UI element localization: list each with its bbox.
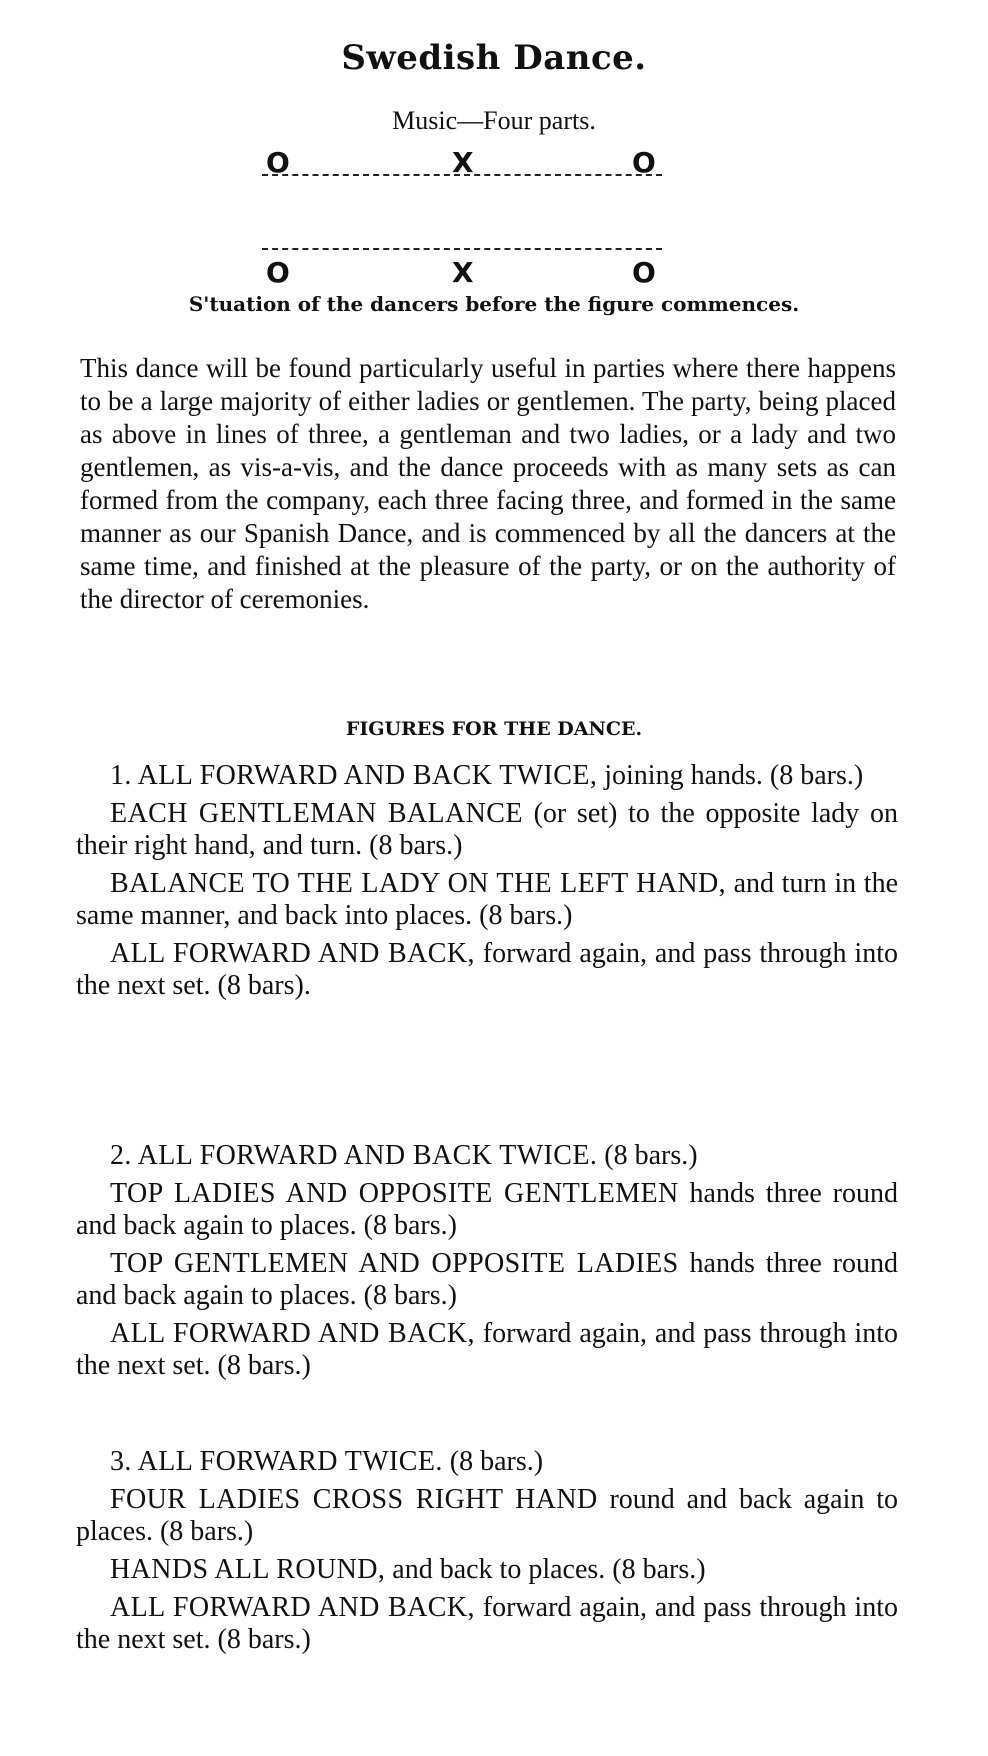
page-title: Swedish Dance. [341, 38, 647, 78]
dancer-mark: O [632, 256, 656, 289]
music-subtitle: Music—Four parts. [392, 106, 596, 135]
dancer-diagram-bottom-row [262, 248, 662, 290]
figures-heading: FIGURES FOR THE DANCE. [345, 718, 643, 740]
diagram-caption: S'tuation of the dancers before the figure commences. [188, 292, 800, 316]
figure-section-1 [76, 760, 898, 1008]
dancer-mark: O [266, 146, 290, 179]
figure-line: 3. ALL FORWARD TWICE. (8 bars.) [110, 1446, 544, 1477]
dancer-mark: X [452, 256, 474, 289]
dashed-line [262, 248, 662, 250]
figure-line: FOUR LADIES CROSS RIGHT HAND round and back again to places. (8 bars.) [76, 1484, 898, 1547]
dancer-mark: O [266, 256, 290, 289]
figure-line: EACH GENTLEMAN BALANCE (or set) to the opposite lady on their right hand, and turn. (8 bars.) [76, 798, 898, 861]
figure-line: HANDS ALL ROUND, and back to places. (8 bars.) [110, 1554, 706, 1585]
figure-section-2 [76, 1140, 898, 1388]
figure-section-3 [76, 1446, 898, 1662]
figure-line: TOP LADIES AND OPPOSITE GENTLEMEN hands three round and back again to places. (8 bars.) [76, 1178, 898, 1241]
dancer-mark: O [632, 146, 656, 179]
figure-line: ALL FORWARD AND BACK, forward again, and pass through into the next set. (8 bars.) [76, 1592, 898, 1655]
figure-line: 1. ALL FORWARD AND BACK TWICE, joining hands. (8 bars.) [110, 760, 864, 791]
figure-line: TOP GENTLEMEN AND OPPOSITE LADIES hands three round and back again to places. (8 bars.) [76, 1248, 898, 1311]
figure-line: 2. ALL FORWARD AND BACK TWICE. (8 bars.) [110, 1140, 698, 1171]
figure-line: ALL FORWARD AND BACK, forward again, and pass through into the next set. (8 bars.) [76, 1318, 898, 1381]
intro-paragraph: This dance will be found particularly useful in parties where there happens to be a large majority of either ladies or gentlemen. The party, being placed as above in lines of three, a gentleman and two ladies, or a lady and two gentlemen, as vis-a-vis, and the dance proceeds with as many sets as can formed from the company, each three facing three, and formed in the same manner as our Spanish Dance, and is commenced by all the dancers at the same time, and finished at the pleasure of the party, or on the authority of the director of ceremonies. [80, 353, 896, 614]
dancer-diagram-top-row [262, 146, 662, 179]
dancer-mark: X [452, 146, 474, 179]
figure-line: BALANCE TO THE LADY ON THE LEFT HAND, and turn in the same manner, and back into places. (8 bars.) [76, 868, 898, 931]
figure-line: ALL FORWARD AND BACK, forward again, and pass through into the next set. (8 bars). [76, 938, 898, 1001]
